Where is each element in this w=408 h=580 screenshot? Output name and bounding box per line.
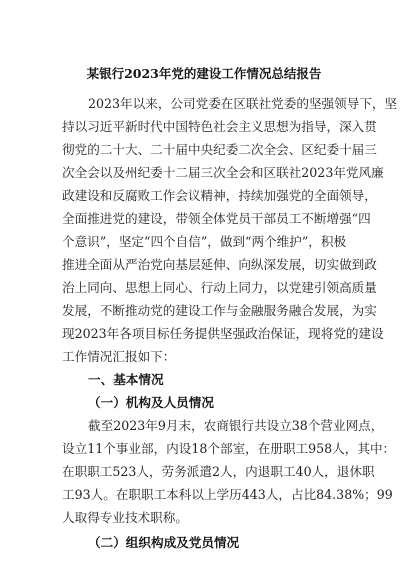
subsection-heading: （一）机构及人员情况 [88, 395, 214, 410]
paragraph-line: 彻党的二十大、二十届中央纪委二次全会、区纪委十届三 [62, 142, 377, 157]
paragraph-line: 全面推进党的建设，带领全体党员干部员工不断增强“四 [62, 211, 371, 226]
document-title: 某银行2023年党的建设工作情况总结报告 [86, 66, 322, 81]
paragraph-line: 在职职工523人，劳务派遣2人，内退职工40人，退休职 [62, 464, 375, 479]
paragraph-line: 发展，不断推动党的建设工作与金融服务融合发展，为实 [62, 303, 377, 318]
paragraph-line: 设立11个事业部，内设18个部室，在册职工958人，其中： [62, 441, 396, 456]
section-heading: 一、基本情况 [88, 372, 164, 387]
subsection-heading: （二）组织构成及党员情况 [88, 535, 240, 550]
paragraph-line: 推进全面从严治党向基层延伸、向纵深发展，切实做到政 [62, 257, 377, 272]
paragraph-line: 次全会以及州纪委十二届三次全会和区联社2023年党风廉 [62, 165, 384, 180]
paragraph-line: 截至2023年9月末，农商银行共设立38个营业网点， [88, 418, 384, 433]
paragraph-line: 政建设和反腐败工作会议精神，持续加强党的全面领导， [62, 188, 377, 203]
paragraph-line: 人取得专业技术职称。 [62, 510, 188, 525]
paragraph-line: 个意识”，坚定“四个自信”，做到“两个维护”，积极 [62, 234, 347, 249]
paragraph-line: 2023年以来，公司党委在区联社党委的坚强领导下，坚 [88, 96, 398, 111]
paragraph-line: 工作情况汇报如下： [62, 349, 176, 364]
paragraph-line: 工93人。在职职工本科以上学历443人，占比84.38%；99 [62, 487, 393, 502]
paragraph-line: 持以习近平新时代中国特色社会主义思想为指导，深入贯 [62, 119, 377, 134]
paragraph-line: 治上同向、思想上同心、行动上同力，以党建引领高质量 [62, 280, 377, 295]
paragraph-line: 现2023年各项目标任务提供坚强政治保证，现将党的建设 [62, 326, 384, 341]
